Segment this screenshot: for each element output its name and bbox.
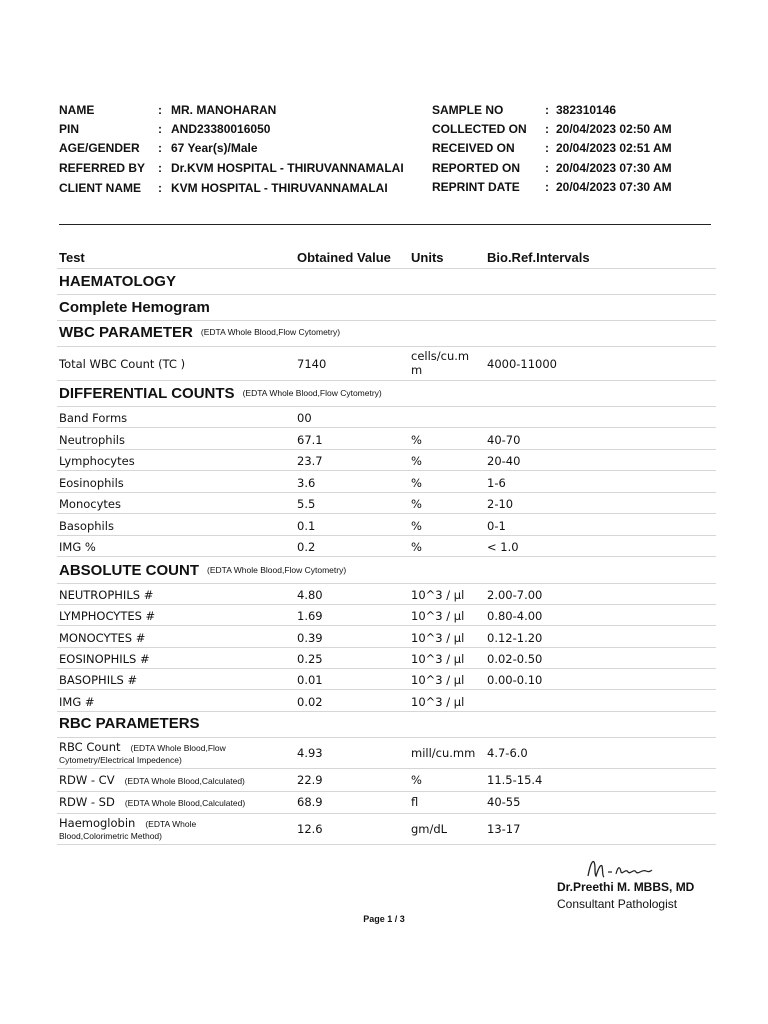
units: mill/cu.mm: [411, 746, 476, 760]
reference-interval: < 1.0: [487, 540, 519, 554]
row-divider: [57, 294, 716, 295]
obtained-value: 1.69: [297, 609, 323, 624]
section-title-wbc: [59, 324, 340, 341]
name-label: NAME: [59, 103, 95, 117]
referred-by-value: Dr.KVM HOSPITAL - THIRUVANNAMALAI: [171, 161, 404, 175]
row-divider: [57, 668, 716, 669]
obtained-value: 0.1: [297, 518, 316, 533]
row-divider: [57, 711, 716, 712]
signature-image: [584, 856, 654, 882]
obtained-value: 4.80: [297, 588, 323, 602]
row-divider: [57, 556, 716, 557]
row-divider: [57, 737, 716, 738]
obtained-value: 7140: [297, 357, 327, 371]
reference-interval: 11.5-15.4: [487, 773, 543, 787]
method-note: (EDTA Whole: [145, 819, 197, 829]
row-divider: [57, 320, 716, 321]
obtained-value: 12.6: [297, 822, 323, 836]
reference-interval: 2.00-7.00: [487, 588, 543, 602]
method-note: (EDTA Whole Blood,Flow Cytometry): [207, 565, 347, 575]
test-name: IMG #: [59, 694, 95, 709]
row-divider: [57, 268, 716, 269]
reported-on-value: 20/04/2023 07:30 AM: [556, 161, 672, 175]
obtained-value: 0.2: [297, 540, 316, 554]
method-note: (EDTA Whole Blood,Calculated): [124, 798, 246, 808]
colon: :: [545, 122, 549, 136]
units: %: [411, 518, 422, 533]
obtained-value: 00: [297, 411, 312, 425]
header-divider: [59, 224, 711, 225]
test-name: Lymphocytes: [59, 454, 135, 468]
units: %: [411, 540, 422, 554]
section-title-absolute: [59, 562, 346, 579]
section-title-differential: [59, 385, 382, 402]
row-divider: [57, 791, 716, 792]
sample-no-value: 382310146: [556, 103, 617, 117]
method-note: (EDTA Whole Blood,Flow: [130, 743, 226, 753]
pin-label: PIN: [59, 122, 80, 136]
row-divider: [57, 346, 716, 347]
test-name: BASOPHILS #: [59, 673, 138, 688]
units: 10^3 / µl: [411, 609, 465, 624]
test-name: NEUTROPHILS #: [59, 588, 154, 602]
units: fl: [411, 795, 419, 809]
column-header-units: Units: [411, 250, 444, 265]
test-name: Monocytes: [59, 497, 121, 511]
test-name: [59, 816, 196, 830]
method-note: (EDTA Whole Blood,Flow Cytometry): [200, 327, 341, 337]
row-divider: [57, 689, 716, 690]
column-header-test: Test: [59, 250, 85, 265]
test-name: IMG %: [59, 540, 96, 554]
colon: :: [545, 161, 549, 175]
test-name: [59, 740, 226, 754]
obtained-value: 0.01: [297, 673, 323, 688]
row-divider: [57, 406, 716, 407]
obtained-value: 3.6: [297, 475, 316, 490]
units: 10^3 / µl: [411, 651, 465, 666]
department-title: HAEMATOLOGY: [59, 273, 176, 290]
reference-interval: 4.7-6.0: [487, 746, 528, 760]
reference-interval: 4000-11000: [487, 357, 557, 371]
client-name-label: CLIENT NAME: [59, 181, 141, 195]
name-value: MR. MANOHARAN: [171, 103, 277, 117]
colon: :: [545, 141, 549, 155]
collected-on-label: COLLECTED ON: [432, 122, 527, 136]
test-name: [59, 795, 245, 809]
units: 10^3 / µl: [411, 673, 465, 688]
units: gm/dL: [411, 822, 448, 836]
row-divider: [57, 513, 716, 514]
panel-title: Complete Hemogram: [59, 299, 210, 316]
units: 10^3 / µl: [411, 588, 465, 602]
obtained-value: 67.1: [297, 432, 323, 447]
units: %: [411, 454, 422, 468]
pathologist-name: Dr.Preethi M. MBBS, MD: [557, 880, 695, 894]
age-gender-value: 67 Year(s)/Male: [171, 141, 258, 155]
test-name: MONOCYTES #: [59, 630, 146, 645]
row-divider: [57, 492, 716, 493]
reference-interval: 0.80-4.00: [487, 609, 543, 624]
obtained-value: 5.5: [297, 497, 316, 511]
units: m: [411, 363, 423, 377]
method-note: Cytometry/Electrical Impedence): [59, 755, 182, 765]
reference-interval: 13-17: [487, 822, 521, 836]
received-on-value: 20/04/2023 02:51 AM: [556, 141, 672, 155]
test-name: Total WBC Count (TC ): [59, 357, 186, 371]
test-name-text: RDW - SD: [59, 795, 115, 809]
row-divider: [57, 427, 716, 428]
units: cells/cu.m: [411, 349, 470, 363]
row-divider: [57, 535, 716, 536]
test-name: Eosinophils: [59, 475, 124, 490]
client-name-value: KVM HOSPITAL - THIRUVANNAMALAI: [171, 181, 388, 195]
reference-interval: 0.12-1.20: [487, 630, 543, 645]
row-divider: [57, 380, 716, 381]
received-on-label: RECEIVED ON: [432, 141, 515, 155]
reference-interval: 40-55: [487, 795, 521, 809]
pin-value: AND23380016050: [171, 122, 271, 136]
reference-interval: 1-6: [487, 475, 506, 490]
row-divider: [57, 583, 716, 584]
section-title-differential-text: DIFFERENTIAL COUNTS: [59, 385, 235, 402]
test-name: Neutrophils: [59, 432, 125, 447]
row-divider: [57, 604, 716, 605]
obtained-value: 22.9: [297, 773, 323, 787]
obtained-value: 4.93: [297, 746, 323, 760]
pathologist-title: Consultant Pathologist: [557, 897, 678, 911]
colon: :: [158, 103, 162, 117]
section-title-wbc-text: WBC PARAMETER: [59, 324, 193, 341]
column-header-value: Obtained Value: [297, 250, 391, 265]
test-name-text: RDW - CV: [59, 773, 115, 787]
referred-by-label: REFERRED BY: [59, 161, 146, 175]
column-header-ref: Bio.Ref.Intervals: [487, 250, 590, 265]
reprint-date-value: 20/04/2023 07:30 AM: [556, 180, 672, 194]
reference-interval: 20-40: [487, 454, 521, 468]
obtained-value: 0.02: [297, 694, 323, 709]
row-divider: [57, 449, 716, 450]
reference-interval: 0.02-0.50: [487, 651, 543, 666]
test-name-text: RBC Count: [59, 740, 121, 754]
obtained-value: 0.39: [297, 630, 323, 645]
collected-on-value: 20/04/2023 02:50 AM: [556, 122, 672, 136]
obtained-value: 23.7: [297, 454, 323, 468]
row-divider: [57, 813, 716, 814]
test-name: EOSINOPHILS #: [59, 651, 150, 666]
test-name: LYMPHOCYTES #: [59, 609, 156, 624]
test-name: Basophils: [59, 518, 114, 533]
reference-interval: 2-10: [487, 497, 514, 511]
reprint-date-label: REPRINT DATE: [432, 180, 520, 194]
row-divider: [57, 470, 716, 471]
colon: :: [158, 181, 162, 195]
units: 10^3 / µl: [411, 694, 465, 709]
sample-no-label: SAMPLE NO: [432, 103, 504, 117]
test-name: Band Forms: [59, 411, 128, 425]
units: %: [411, 475, 422, 490]
test-name-text: Haemoglobin: [59, 816, 136, 830]
row-divider: [57, 844, 716, 845]
test-name: [59, 773, 245, 787]
colon: :: [158, 122, 162, 136]
colon: :: [545, 180, 549, 194]
reference-interval: 40-70: [487, 432, 521, 447]
units: %: [411, 432, 422, 447]
reference-interval: 0.00-0.10: [487, 673, 543, 688]
method-note: Blood,Colorimetric Method): [59, 831, 162, 841]
section-title-rbc: RBC PARAMETERS: [59, 715, 200, 732]
colon: :: [158, 141, 162, 155]
units: 10^3 / µl: [411, 630, 465, 645]
section-title-absolute-text: ABSOLUTE COUNT: [59, 562, 199, 579]
method-note: (EDTA Whole Blood,Flow Cytometry): [242, 388, 382, 398]
units: %: [411, 773, 422, 787]
page-number: Page 1 / 3: [363, 914, 405, 924]
colon: :: [158, 161, 162, 175]
reference-interval: 0-1: [487, 518, 506, 533]
row-divider: [57, 625, 716, 626]
age-gender-label: AGE/GENDER: [59, 141, 140, 155]
row-divider: [57, 768, 716, 769]
units: %: [411, 497, 422, 511]
method-note: (EDTA Whole Blood,Calculated): [124, 776, 245, 786]
colon: :: [545, 103, 549, 117]
row-divider: [57, 647, 716, 648]
reported-on-label: REPORTED ON: [432, 161, 521, 175]
obtained-value: 0.25: [297, 651, 323, 666]
obtained-value: 68.9: [297, 795, 323, 809]
